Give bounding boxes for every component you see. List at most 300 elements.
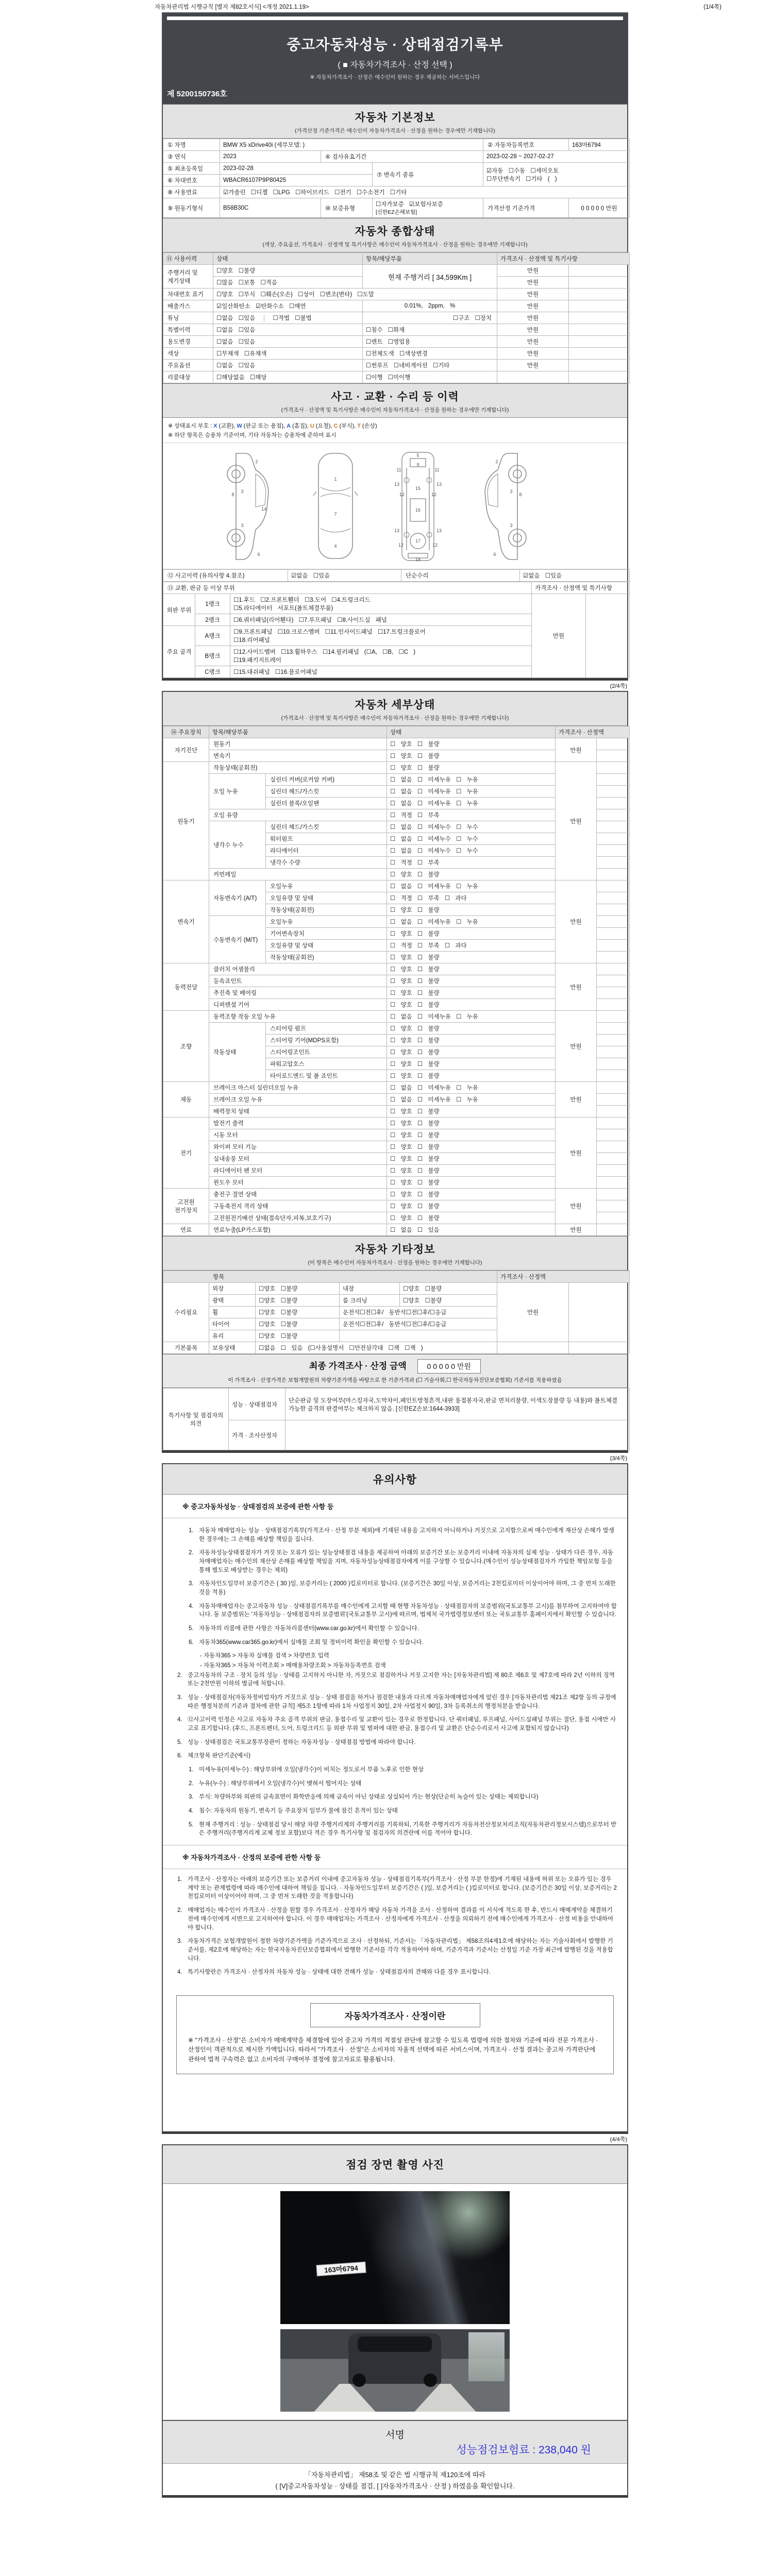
document-title: 중고자동차성능 · 상태점검기록부 [287, 37, 503, 53]
device-group-label: 전기 [163, 1117, 209, 1189]
lift-ramp-left [311, 2384, 378, 2412]
mileage-status-2[interactable]: ☐많음 ☐보통 ☐적음 [213, 277, 363, 289]
diagram-panel-number: 18 [415, 557, 421, 562]
glass-options[interactable]: ☐양호 ☐불량 [256, 1330, 340, 1342]
status-options[interactable]: ☐ 없음 ☐ 미세누수 ☐ 누수 [387, 821, 556, 833]
note-cell [597, 1129, 630, 1141]
state-code-letter: C [333, 423, 338, 429]
use-change-label: 용도변경 [163, 336, 213, 348]
notice-item-number: 4. [189, 1808, 194, 1815]
recall-label: 리콜대상 [163, 371, 213, 383]
note-cell [597, 845, 630, 857]
notice-item-number: 1. [189, 1528, 194, 1534]
notice-item [177, 1752, 618, 1760]
warranty-options-text[interactable]: ☐자가보증 ☑보험사보증 [376, 201, 443, 208]
notice-item [189, 1807, 618, 1816]
notice-item-number: 1. [189, 1767, 194, 1773]
basic-items-note [569, 1342, 630, 1354]
item-label: 라디에이터 팬 모터 [209, 1165, 387, 1177]
status-options[interactable]: ☐ 양호 ☐ 불량 [387, 1212, 556, 1224]
item-label: 구동축전지 격리 상태 [209, 1200, 387, 1212]
state-code-text: (손상) [360, 423, 377, 429]
status-options[interactable]: ☐ 없음 ☐ 미세누유 ☐ 누유 [387, 774, 556, 786]
interior-options[interactable]: ☐양호 ☐불량 [400, 1283, 497, 1295]
diagram-panel-number: 1 [334, 477, 337, 482]
item-label: 동력조향 작동 오일 누유 [209, 1011, 387, 1023]
final-price-band [163, 1354, 627, 1388]
tuning-exist-options[interactable]: ☐없음 ☐있음 [216, 315, 256, 321]
wheel-detail-options[interactable]: 운전석☐전☐후/ 동반석☐전☐후/☐응급 [340, 1307, 497, 1318]
note-cell [597, 762, 630, 774]
diagram-panel-number: 13 [436, 528, 442, 533]
diagram-panel-number: 5 [416, 453, 419, 458]
status-options[interactable]: ☐ 양호 ☐ 불량 [387, 975, 556, 987]
accident-title: 사고 · 교환 · 수리 등 이력 [331, 391, 459, 403]
status-options[interactable]: ☐ 양호 ☐ 불량 [387, 1177, 556, 1189]
diagram-panel-number: 12 [399, 492, 405, 497]
rankC-options[interactable]: ☐15.대쉬패널 ☐16.플로어패널 [230, 666, 532, 678]
note-cell [597, 750, 630, 762]
status-options[interactable]: ☐ 양호 ☐ 불량 [387, 928, 556, 940]
status-options[interactable]: ☐ 없음 ☐ 있음 [387, 1224, 556, 1236]
diagram-panel-number: 17 [415, 538, 421, 544]
status-options[interactable]: ☐ 적정 ☐ 부족 ☐ 과다 [387, 940, 556, 952]
special-history-kind[interactable]: ☐침수 ☐화재 [363, 324, 497, 336]
fuel-options[interactable]: ☑가솔린 ☐디젤 ☐LPG ☐하이브리드 ☐전기 ☐수소전기 ☐기타 [220, 187, 630, 198]
note-cell [597, 1082, 630, 1094]
subitem-label: 스티어링 기어(MDPS포함) [266, 1035, 387, 1046]
detail-header-status: 상태 [387, 726, 556, 738]
status-options[interactable]: ☐ 없음 ☐ 미세누유 ☐ 누유 [387, 1094, 556, 1106]
status-options[interactable]: ☐ 없음 ☐ 미세누유 ☐ 누유 [387, 1011, 556, 1023]
price-survey-box-text: ※ "가격조사 · 산정"은 소비자가 매매계약을 체결함에 있어 중고차 가격의 적절성 판단에 참고할 수 있도록 법령에 의한 절차와 기준에 따라 전문 가격조사 · 산정인이 객관적으로 제시한 가액입니다. 따라서 "가격조사 · 산정"은 소비자의 자율적 선택에 따른 서비스이며, 가격조사 · 산정 결과는 중고차 가격판단에 관하여 법적 구속력은 없고 소비자의 구매여부 결정에 참고자료로 활용됩니다. [188, 2036, 598, 2063]
notice-item-number: 3. [189, 1794, 194, 1801]
rank1-label: 1랭크 [195, 594, 230, 614]
notice-item [177, 1968, 618, 1977]
final-price-label: 최종 가격조사 · 산정 금액 [309, 1361, 407, 1371]
accident-history-label: ⑫ 사고이력 (유의사항 4.참조) [163, 570, 288, 582]
car-wheel-right [424, 2374, 437, 2387]
main-option-options[interactable]: ☐없음 ☐있음 [213, 360, 363, 371]
rank1-options[interactable]: ☐1.후드 ☐2.프론트휀더 ☐3.도어 ☐4.트렁크리드 ☐5.라디에이터 서포트(볼트체결부품) [230, 594, 532, 614]
diagram-panel-number: 12 [398, 543, 404, 548]
state-code-letter: U [310, 423, 314, 429]
car-wheel-left [352, 2374, 366, 2387]
transmission-options-line1[interactable]: ☑자동 ☐수동 ☐세미오토 [486, 167, 559, 174]
recall-price [497, 371, 569, 383]
repair-price: 만원 [497, 1283, 569, 1342]
document-regulation-note: 자동차관리법 시행규칙 [별지 제82호서식] <개정 2021.1.19> [155, 4, 309, 10]
notice-item-number: 4. [189, 1603, 194, 1609]
notice-item-text: 특기사항란은 가격조사 · 산정자의 자동차 성능 · 상태에 대한 견해가 성능 · 상태점검자의 견해와 다를 경우 표시합니다. [188, 1969, 491, 1976]
tuning-label: 튜닝 [163, 312, 213, 324]
status-options[interactable]: ☐ 적정 ☐ 부족 [387, 857, 556, 869]
device-group-label: 조향 [163, 1011, 209, 1082]
notice-item-number: 6. [177, 1753, 182, 1759]
page-marker-4: (4/4쪽) [610, 2137, 627, 2143]
status-options[interactable]: ☐ 양호 ☐ 불량 [387, 999, 556, 1011]
subitem-label: 오일누유 [266, 880, 387, 892]
inspection-period-label: ④ 검사유효기간 [321, 151, 483, 163]
note-cell [597, 928, 630, 940]
status-options[interactable]: ☐ 양호 ☐ 불량 [387, 1189, 556, 1200]
base-price-label: 가격산정 기준가격 [483, 198, 569, 218]
inspector-label: 성능 · 상태점검자 [229, 1388, 285, 1420]
polish-label: 광택 [209, 1295, 256, 1307]
notice-band [163, 1464, 627, 1495]
note-cell [597, 1200, 630, 1212]
mileage-note-2 [569, 277, 630, 289]
lift-ramp-right [412, 2384, 479, 2412]
status-options[interactable]: ☐ 양호 ☐ 불량 [387, 1129, 556, 1141]
note-cell [597, 892, 630, 904]
mileage-note-1 [569, 265, 630, 277]
notice-item-text: 미세누유(미세누수) : 해당부위에 오일(냉각수)이 비치는 정도로서 부품 노후로 인한 현상 [199, 1767, 424, 1773]
note-cell [597, 786, 630, 798]
status-options[interactable]: ☐ 양호 ☐ 불량 [387, 1035, 556, 1046]
tire-options[interactable]: ☐양호 ☐불량 [256, 1318, 340, 1330]
note-cell [597, 1141, 630, 1153]
status-options[interactable]: ☐ 양호 ☐ 불량 [387, 963, 556, 975]
notice-item-text: 성능 · 상태점검자(자동차정비업자)가 거짓으로 성능 · 상태 점검을 하거나 점검한 내용과 다르게 자동차매매업자에게 알린 경우 [자동차관리법 제21조 제2항 등의 규정에 따른 행정처분의 기준과 절차에 관한 규칙] 제5조 1항에 따라 1차 사업정지 30일, 2차 사업정지 90일, 3차 등록취소의 행정처분을 받습니다. [188, 1694, 616, 1709]
notice-item [177, 1716, 618, 1733]
note-cell [597, 1153, 630, 1165]
summary-header-status: 상태 [213, 253, 363, 265]
status-options[interactable]: ☐ 적정 ☐ 부족 ☐ 과다 [387, 892, 556, 904]
final-price-amount: 0 0 0 0 0 만원 [417, 1359, 481, 1374]
note-cell [597, 1117, 630, 1129]
rankB-options[interactable]: ☐12.사이드멤버 ☐13.휠하우스 ☐14.필러패널 (☐A, ☐B, ☐C ) ☐19.패키지트레이 [230, 646, 532, 666]
panel-rank-price: 만원 [532, 594, 586, 678]
diagram-panel-number: 7 [334, 512, 337, 517]
document-subtitle: ( ■ 자동차가격조사 · 산정 선택 ) [338, 61, 452, 70]
signature-band[interactable] [163, 2420, 627, 2463]
glass-extra [340, 1330, 497, 1342]
note-cell [597, 940, 630, 952]
page-marker-3: (3/4쪽) [610, 1455, 627, 1462]
notice-list-1 [189, 1527, 618, 1670]
status-options[interactable]: ☐ 양호 ☐ 불량 [387, 1165, 556, 1177]
state-code-note: ※ 상태표시 부호 : X (교환), W (판금 또는 용접), A (흠집), U (요철), C (부식), T (손상) [168, 423, 377, 429]
polish-options[interactable]: ☐양호 ☐불량 [256, 1295, 340, 1307]
notice-item [189, 1638, 618, 1647]
signature-label: 서명 [385, 2430, 405, 2441]
use-change-kind[interactable]: ☐렌트 ☐영업용 [363, 336, 497, 348]
device-group-label: 원동기 [163, 762, 209, 880]
item-label: 자동변속기 (A/T) [209, 880, 266, 916]
tuning-options[interactable] [213, 312, 363, 324]
photo-band [163, 2145, 627, 2184]
state-code-letter: T [357, 423, 361, 429]
page-marker-2: (2/4쪽) [610, 683, 627, 689]
subitem-label: 오일유량 및 상태 [266, 892, 387, 904]
diagram-panel-number: 3 [241, 489, 244, 494]
diagram-panel-number: 6 [493, 552, 496, 557]
document-header [163, 13, 627, 104]
mileage-status-1[interactable]: ☐양호 ☐불량 [213, 265, 363, 277]
model-year-value: 2023 [220, 151, 321, 163]
page-2 [162, 691, 628, 1453]
status-options[interactable]: ☐ 양호 ☐ 불량 [387, 1046, 556, 1058]
status-options[interactable]: ☐ 없음 ☐ 미세누유 ☐ 누유 [387, 798, 556, 809]
state-code-text: (요철), [314, 423, 334, 429]
detail-table-body [163, 726, 630, 1236]
inspection-fee: 성능점검보험료 : 238,040 원 [456, 2444, 591, 2456]
warranty-provider: [신한EZ손해보험] [376, 209, 417, 215]
notice-item [177, 1875, 618, 1901]
diagram-panel-number: 11 [396, 467, 401, 472]
emission-options[interactable]: ☑일산화탄소 ☑탄화수소 ☐매연 [213, 300, 363, 312]
status-options[interactable]: ☐ 양호 ☐ 불량 [387, 1023, 556, 1035]
device-group-label: 동력전달 [163, 963, 209, 1011]
device-group-label: 변속기 [163, 880, 209, 963]
item-label: 오일 유량 [209, 809, 387, 821]
fuel-label: ⑧ 사용연료 [163, 187, 220, 198]
base-standard-note: ※ 하단 항목은 승용차 기준이며, 기타 자동차는 승용차에 준하여 표시 [168, 432, 337, 438]
notice-list-3 [177, 1875, 618, 1977]
photo-section-title: 점검 장면 촬영 사진 [346, 2159, 444, 2171]
color-kind[interactable]: ☐전체도색 ☐색상변경 [363, 348, 497, 360]
status-options[interactable]: ☐ 적정 ☐ 부족 [387, 809, 556, 821]
status-options[interactable]: ☐ 양호 ☐ 불량 [387, 1141, 556, 1153]
tuning-kind-options[interactable]: ☐구조 ☐장치 [363, 312, 497, 324]
notice-item-number: 5. [189, 1821, 194, 1828]
appraiser-label: 가격 · 조사산정자 [229, 1420, 285, 1450]
accident-history-options[interactable]: ☑없음 ☐있음 [288, 570, 401, 582]
diagram-panel-number: 3 [510, 523, 513, 528]
page-3 [162, 1463, 628, 2134]
special-history-label: 특별이력 [163, 324, 213, 336]
price-cell: 만원 [556, 1224, 597, 1236]
other-title: 자동차 기타정보 [355, 1244, 435, 1256]
confirmation-footer [163, 2463, 627, 2495]
notice-item-number: 2. [177, 1672, 182, 1679]
state-code-letter: A [287, 423, 291, 429]
price-cell: 만원 [556, 880, 597, 963]
status-options[interactable]: ☐ 양호 ☐ 불량 [387, 750, 556, 762]
notice-item-number: 3. [189, 1581, 194, 1587]
tuning-price: 만원 [497, 312, 569, 324]
simple-repair-options[interactable]: ☑없음 ☐있음 [520, 570, 630, 582]
subitem-label: 워터펌프 [266, 833, 387, 845]
use-change-note [569, 336, 630, 348]
vin-mark-label: 차대번호 표기 [163, 289, 213, 300]
price-cell: 만원 [556, 1189, 597, 1224]
subitem-label: 스티어링조인트 [266, 1046, 387, 1058]
car-side-view-left [225, 447, 281, 566]
price-cell: 만원 [556, 1082, 597, 1117]
notice-item-text: 누유(누수) : 해당부위에서 오일(냉각수)이 맺혀서 떨어지는 상태 [199, 1780, 362, 1787]
status-options[interactable]: ☐ 양호 ☐ 불량 [387, 1117, 556, 1129]
summary-header-parts: 항목/해당부품 [363, 253, 497, 265]
status-options[interactable]: ☐ 없음 ☐ 미세누유 ☐ 누유 [387, 1082, 556, 1094]
tuning-legal-options[interactable]: ☐적법 ☐불법 [264, 315, 311, 321]
transmission-label: ⑦ 변속기 종류 [373, 163, 483, 187]
subitem-label: 기어변속장치 [266, 928, 387, 940]
main-frame-label: 주요 골격 [163, 626, 195, 678]
price-notice-body [163, 1869, 627, 1987]
status-options[interactable]: ☐ 양호 ☐ 불량 [387, 1153, 556, 1165]
opinion-label: 특기사항 및 점검자의 의견 [163, 1388, 229, 1450]
notice-item-number: 4. [177, 1969, 182, 1976]
other-info-table [163, 1270, 630, 1354]
basic-info-subtitle: (가격산정 기준가격은 매수인이 자동차가격조사 · 산정을 원하는 경우에만 기재합니다) [295, 128, 495, 134]
notice-item [189, 1527, 618, 1544]
price-survey-box [176, 1995, 614, 2074]
notice-item [189, 1821, 618, 1838]
inspection-period-value: 2023-02-28 ~ 2027-02-27 [483, 151, 630, 163]
notice-item-number: 6. [189, 1639, 194, 1646]
subitem-label: 타이로드엔드 및 볼 죠인트 [266, 1070, 387, 1082]
item-label: 작동상태 [209, 1023, 266, 1082]
item-label: 커먼레일 [209, 869, 387, 880]
status-options[interactable]: ☐ 양호 ☐ 불량 [387, 762, 556, 774]
rankB-label: B랭크 [195, 646, 230, 666]
special-history-price: 만원 [497, 324, 569, 336]
footer-line-2: ( [V]중고자동차성능 · 상태를 점검, [ ]자동차가격조사 · 산정 ) 하였음을 확인합니다. [275, 2482, 515, 2490]
room-cleaning-label: 룸 크리닝 [340, 1295, 400, 1307]
color-price: 만원 [497, 348, 569, 360]
detail-header-item: 항목/해당부품 [209, 726, 387, 738]
status-options[interactable]: ☐ 양호 ☐ 불량 [387, 987, 556, 999]
other-subtitle: (이 항목은 매수인이 자동차가격조사 · 산정을 원하는 경우에만 기재합니다) [308, 1260, 482, 1266]
wheel-options[interactable]: ☐양호 ☐불량 [256, 1307, 340, 1318]
item-label: 충전구 절연 상태 [209, 1189, 387, 1200]
notice-item-number: 3. [177, 1938, 182, 1945]
diagram-panel-number: 15 [415, 486, 421, 491]
color-note [569, 348, 630, 360]
vin-mark-options[interactable]: ☐양호 ☐부식 ☐훼손(오손) ☐상이 ☐변조(변타) ☐도말 [213, 289, 497, 300]
summary-header-usage: ⑪ 사용이력 [163, 253, 213, 265]
accident-history-table [163, 569, 630, 582]
rank2-options[interactable]: ☐6.쿼터패널(리어휀다) ☐7.루프패널 ☐8.사이드실 패널 [230, 614, 532, 626]
item-label: 브레이크 오일 누유 [209, 1094, 387, 1106]
notice-list-2 [177, 1671, 618, 1838]
transmission-options[interactable] [483, 163, 630, 187]
status-options[interactable]: ☐ 없음 ☐ 미세누유 ☐ 누유 [387, 880, 556, 892]
diagram-panel-number: 12 [431, 492, 437, 497]
tire-detail-options[interactable]: 운전석☐전☐후/ 동반석☐전☐후/☐응급 [340, 1318, 497, 1330]
document-note: ※ 자동차가격조사 · 산정은 매수인이 원하는 경우 제공하는 서비스입니다 [310, 74, 480, 80]
special-history-options[interactable]: ☐없음 ☐있음 [213, 324, 363, 336]
header-stripe [167, 16, 623, 20]
note-cell [597, 857, 630, 869]
reg-number-label: ② 자동차등록번호 [483, 139, 569, 151]
notice-title: 유의사항 [373, 1474, 417, 1486]
page-1 [162, 12, 628, 681]
rankA-options[interactable]: ☐9.프론트패널 ☐10.크로스멤버 ☐11.인사이드패널 ☐17.트렁크플로어 ☐18.리어패널 [230, 626, 532, 646]
vin-value: WBACR6107P9P80425 [220, 175, 373, 187]
warranty-type-options[interactable] [373, 198, 483, 218]
status-options[interactable]: ☐ 없음 ☐ 미세누수 ☐ 누수 [387, 845, 556, 857]
state-code-letter: W [237, 423, 242, 429]
note-cell [597, 774, 630, 786]
emission-price: 만원 [497, 300, 569, 312]
accident-subtitle: (가격조사 · 산정액 및 특기사항은 매수인이 자동차가격조사 · 산정을 원하는 경우에만 기재합니다) [281, 407, 509, 413]
subitem-label: 실린더 커버(로커암 커버) [266, 774, 387, 786]
detail-title: 자동차 세부상태 [355, 699, 435, 711]
outer-panel-label: 외판 부위 [163, 594, 195, 626]
notice-section2-header: ※ 자동차가격조사 · 산정의 보증에 관한 사항 등 [163, 1845, 627, 1869]
current-mileage: 현재 주행거리 [ 34,599Km ] [363, 265, 497, 289]
note-cell [597, 999, 630, 1011]
warranty-type-label: ⑩ 보증유형 [321, 198, 373, 218]
transmission-options-line2[interactable]: ☐무단변속기 ☐기타 ( ) [486, 176, 557, 182]
car-side-view-right [472, 447, 529, 566]
note-cell [597, 833, 630, 845]
status-options[interactable]: ☐ 없음 ☐ 미세누수 ☐ 누수 [387, 833, 556, 845]
car-underbody-view [390, 447, 446, 566]
color-options[interactable]: ☐무채색 ☐유채색 [213, 348, 363, 360]
item-label: 브레이크 마스터 실린더오일 누유 [209, 1082, 387, 1094]
notice-body [163, 1518, 627, 1851]
other-band [163, 1236, 627, 1270]
diagram-panel-number: 14 [261, 506, 267, 512]
device-group-label: 제동 [163, 1082, 209, 1117]
exchange-price-header: 가격조사 · 산정액 및 특기사항 [532, 582, 630, 594]
status-options[interactable]: ☐ 양호 ☐ 불량 [387, 952, 556, 963]
subitem-label: 냉각수 수량 [266, 857, 387, 869]
page-marker-1: (1/4쪽) [703, 4, 721, 10]
status-options[interactable]: ☐ 양호 ☐ 불량 [387, 1200, 556, 1212]
use-change-options[interactable]: ☐없음 ☐있음 [213, 336, 363, 348]
detail-subtitle: (가격조사 · 산정액 및 특기사항은 매수인이 자동차가격조사 · 산정을 원하는 경우에만 기재합니다) [281, 715, 509, 721]
recall-options[interactable]: ☐해당없음 ☐해당 [213, 371, 363, 383]
status-options[interactable]: ☐ 없음 ☐ 미세누유 ☐ 누유 [387, 786, 556, 798]
item-label: 원동기 [209, 738, 387, 750]
main-option-label: 주요옵션 [163, 360, 213, 371]
status-options[interactable]: ☐ 양호 ☐ 불량 [387, 738, 556, 750]
status-options[interactable]: ☐ 양호 ☐ 불량 [387, 1070, 556, 1082]
status-options[interactable]: ☐ 양호 ☐ 불량 [387, 904, 556, 916]
item-label: 추진축 및 베어링 [209, 987, 387, 999]
recall-kind[interactable]: ☐이행 ☐미이행 [363, 371, 497, 383]
note-cell [597, 1035, 630, 1046]
device-group-label: 고전원 전기장치 [163, 1189, 209, 1224]
state-code-text: (교환), [217, 423, 237, 429]
garage-door [468, 2332, 505, 2381]
room-cleaning-options[interactable]: ☐양호 ☐불량 [400, 1295, 497, 1307]
item-label: 냉각수 누수 [209, 821, 266, 869]
device-group-label: 자기진단 [163, 738, 209, 762]
notice-item [189, 1766, 618, 1774]
state-code-letter: X [213, 423, 217, 429]
item-label: 윈도우 모터 [209, 1177, 387, 1189]
price-cell: 만원 [556, 1011, 597, 1082]
status-options[interactable]: ☐ 없음 ☐ 미세누유 ☐ 누유 [387, 916, 556, 928]
notice-item-number: 2. [189, 1780, 194, 1787]
form-container [162, 12, 628, 2498]
status-options[interactable]: ☐ 양호 ☐ 불량 [387, 1106, 556, 1117]
holding-status-options[interactable]: ☐없음 ☐ 있음 (☐사용설명서 ☐안전삼각대 ☐잭 ☐잭 ) [256, 1342, 497, 1354]
notice-item-number: 3. [177, 1694, 182, 1701]
state-code-text: (흠집), [291, 423, 310, 429]
notice-item-subline: - 자동차365 > 자동차 이력조회 > 매매용차량조회 > 자동차등록번호 검색 [200, 1663, 386, 1669]
note-cell [597, 963, 630, 975]
holding-status-label: 보유상태 [209, 1342, 256, 1354]
notice-item [177, 1937, 618, 1963]
status-options[interactable]: ☐ 양호 ☐ 불량 [387, 1058, 556, 1070]
note-cell [597, 987, 630, 999]
car-name-value: BMW X5 xDrive40i (세부모델: ) [220, 139, 483, 151]
rankC-label: C랭크 [195, 666, 230, 678]
main-option-kind[interactable]: ☐썬루프 ☐네비게이션 ☐기타 [363, 360, 497, 371]
footer-line-1: 「자동차관리법」 제58조 및 같은 법 시행규칙 제120조에 따라 [304, 2471, 486, 2479]
status-options[interactable]: ☐ 양호 ☐ 불량 [387, 869, 556, 880]
exterior-options[interactable]: ☐양호 ☐불량 [256, 1283, 340, 1295]
price-cell: 만원 [556, 738, 597, 762]
inspection-photo-engine [280, 2191, 510, 2324]
